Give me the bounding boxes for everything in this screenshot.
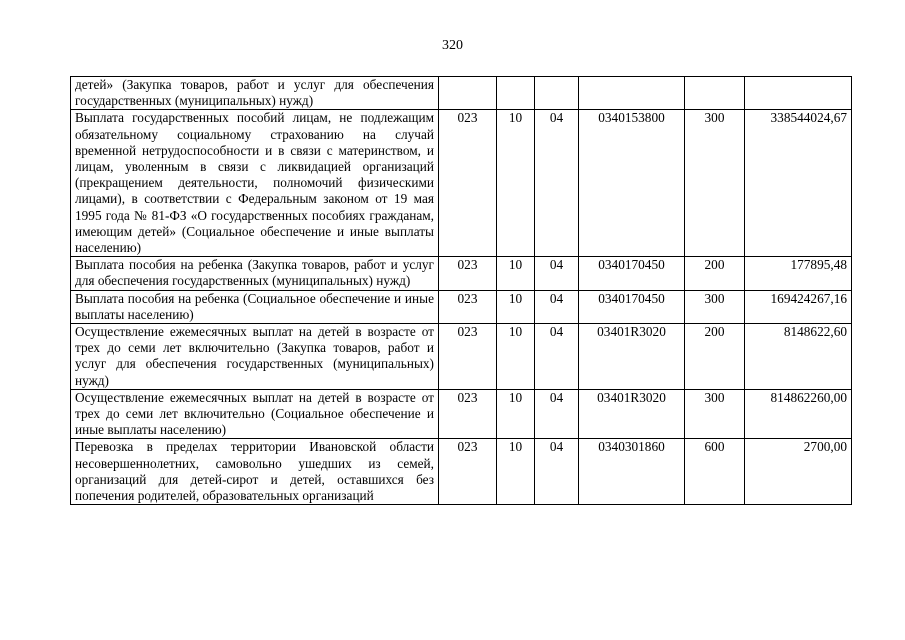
row-sum: 169424267,16	[745, 290, 852, 323]
row-csr: 0340301860	[579, 439, 685, 505]
row-vr: 200	[685, 257, 745, 290]
row-ved: 023	[439, 110, 497, 257]
table-row	[71, 290, 852, 323]
table-row	[71, 257, 852, 290]
row-description: Выплата пособия на ребенка (Закупка товаров, работ и услуг для обеспечения государственных (муниципальных) нужд)	[71, 257, 439, 290]
row-csr: 0340153800	[579, 110, 685, 257]
row-description: детей» (Закупка товаров, работ и услуг для обеспечения государственных (муниципальных) нужд)	[71, 77, 439, 110]
row-pr: 04	[535, 439, 579, 505]
row-ved: 023	[439, 439, 497, 505]
row-description: Перевозка в пределах территории Ивановской области несовершеннолетних, самовольно ушедших из семей, организаций для детей-сирот и детей, оставшихся без попечения родителей, образовательных организаций	[71, 439, 439, 505]
table-row	[71, 324, 852, 390]
row-sum: 338544024,67	[745, 110, 852, 257]
row-ved: 023	[439, 324, 497, 390]
row-rz: 10	[497, 324, 535, 390]
row-csr: 03401R3020	[579, 389, 685, 439]
row-ved	[439, 77, 497, 110]
row-vr: 300	[685, 110, 745, 257]
row-description: Осуществление ежемесячных выплат на детей в возрасте от трех до семи лет включительно (Закупка товаров, работ и услуг для обеспечения государственных (муниципальных) нужд)	[71, 324, 439, 390]
row-ved: 023	[439, 257, 497, 290]
row-pr	[535, 77, 579, 110]
row-sum	[745, 77, 852, 110]
table-row	[71, 110, 852, 257]
row-csr: 0340170450	[579, 257, 685, 290]
row-csr: 0340170450	[579, 290, 685, 323]
row-description: Осуществление ежемесячных выплат на детей в возрасте от трех до семи лет включительно (Социальное обеспечение и иные выплаты населению)	[71, 389, 439, 439]
row-sum: 177895,48	[745, 257, 852, 290]
row-vr	[685, 77, 745, 110]
row-csr: 03401R3020	[579, 324, 685, 390]
row-csr	[579, 77, 685, 110]
row-pr: 04	[535, 389, 579, 439]
row-pr: 04	[535, 257, 579, 290]
row-vr: 600	[685, 439, 745, 505]
row-rz: 10	[497, 439, 535, 505]
table-row	[71, 389, 852, 439]
budget-table	[70, 76, 852, 505]
row-rz: 10	[497, 389, 535, 439]
row-ved: 023	[439, 290, 497, 323]
row-rz: 10	[497, 290, 535, 323]
row-ved: 023	[439, 389, 497, 439]
row-pr: 04	[535, 290, 579, 323]
row-pr: 04	[535, 324, 579, 390]
row-vr: 300	[685, 389, 745, 439]
page-number: 320	[442, 38, 463, 53]
row-description: Выплата пособия на ребенка (Социальное обеспечение и иные выплаты населению)	[71, 290, 439, 323]
row-sum: 2700,00	[745, 439, 852, 505]
row-sum: 8148622,60	[745, 324, 852, 390]
row-rz: 10	[497, 257, 535, 290]
row-vr: 200	[685, 324, 745, 390]
row-pr: 04	[535, 110, 579, 257]
row-sum: 814862260,00	[745, 389, 852, 439]
row-rz	[497, 77, 535, 110]
table-row	[71, 77, 852, 110]
row-vr: 300	[685, 290, 745, 323]
row-rz: 10	[497, 110, 535, 257]
row-description: Выплата государственных пособий лицам, не подлежащим обязательному социальному страхованию на случай временной нетрудоспособности и в связи с материнством, и лицам, уволенным в связи с ликвидацией организаций (прекращением деятельности, полномочий физическими лицами), в соответствии с Федеральным законом от 19 мая 1995 года № 81-ФЗ «О государственных пособиях гражданам, имеющим детей» (Социальное обеспечение и иные выплаты населению)	[71, 110, 439, 257]
table-row	[71, 439, 852, 505]
